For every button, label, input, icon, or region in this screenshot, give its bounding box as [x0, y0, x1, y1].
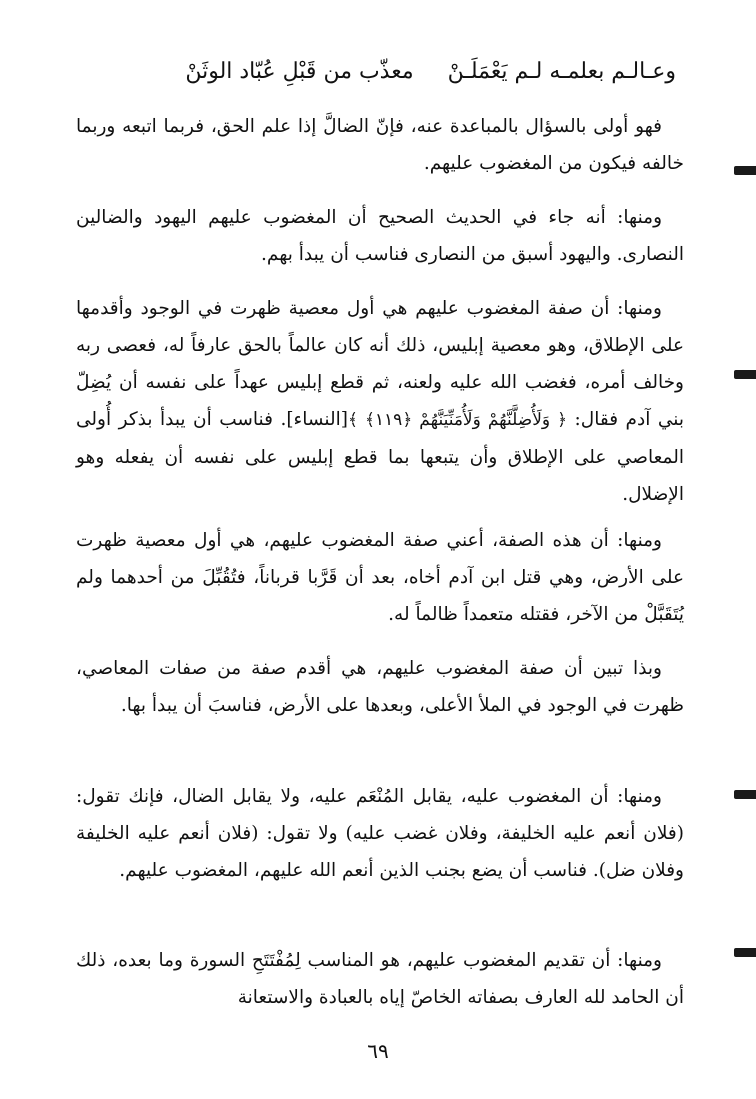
- paragraph-3-body: ومنها: أن صفة المغضوب عليهم هي أول معصية ظهرت في الوجود وأقدمها على الإطلاق، وهو معصية إبليس، ذلك أنه كان عالماً بالحق عارفاً له، فعصى ربه وخالف أمره، فغضب الله عليه ولعنه، ثم قطع إبليس عهداً على نفسه أن يُضِلّ بني آدم فقال:: [76, 298, 685, 430]
- paragraph-text: ومنها: أنه جاء في الحديث الصحيح أن المغضوب عليهم اليهود والضالين النصارى. واليهود أسبق من النصارى فناسب أن يبدأ بهم.: [76, 207, 684, 265]
- quran-reference: [النساء]: [286, 409, 348, 430]
- paragraph-6: [76, 778, 684, 889]
- quran-quote: ﴿ وَلَأُضِلَّنَّهُمْ وَلَأُمَنِّيَنَّهُمْ ﴿١١٩﴾ ﴾: [347, 410, 568, 430]
- verse-hemistich-second: معذّب من قَبْلِ عُبّاد الوثَنْ: [185, 59, 414, 84]
- paragraph-text: ومنها: أن صفة المغضوب عليهم هي أول معصية ظهرت في الوجود وأقدمها على الإطلاق، وهو معصية إبليس، ذلك أنه كان عالماً بالحق عارفاً له، فعصى ربه وخالف أمره، فغضب الله عليه ولعنه، ثم قطع إبليس عهداً على نفسه أن يُضِلّ بني آدم فقال: ﴿ وَلَأُضِلَّنَّهُمْ وَلَأُمَنِّيَنَّهُمْ ﴿١١٩﴾ ﴾[النساء]. فناسب أن يبدأ بذكر أُولى المعاصي على الإطلاق وأن يتبعها بما قطع إبليس على نفسه أن يفعله وهو الإضلال.: [76, 298, 685, 505]
- paragraph-2: [76, 199, 684, 273]
- paragraph-text: وبذا تبين أن صفة المغضوب عليهم، هي أقدم صفة من صفات المعاصي، ظهرت في الوجود في الملأ الأعلى، وبعدها على الأرض، فناسبَ أن يبدأ بها.: [76, 658, 684, 716]
- margin-marker: [734, 948, 756, 957]
- paragraph-3-tail: فناسب أن يبدأ بذكر أُولى المعاصي على الإطلاق وأن يتبعها بما قطع إبليس على نفسه أن يفعله وهو الإضلال.: [76, 409, 684, 505]
- margin-marker: [734, 790, 756, 799]
- verse-hemistich-first: وعـالـم بعلمـه لـم يَعْمَلَـنْ: [447, 59, 676, 84]
- page-number: ٦٩: [367, 1039, 389, 1063]
- paragraph-4: [76, 522, 684, 633]
- paragraph-text: ومنها: أن تقديم المغضوب عليهم، هو المناسب لِمُفْتَتَحِ السورة وما بعده، ذلك أن الحامد لله العارف بصفاته الخاصّ إياه بالعبادة والاستعانة: [76, 950, 684, 1008]
- paragraph-text: فهو أولى بالسؤال بالمباعدة عنه، فإنّ الضالَّ إذا علم الحق، فربما اتبعه وربما خالفه فيكون من المغضوب عليهم.: [76, 116, 684, 174]
- paragraph-text: ومنها: أن هذه الصفة، أعني صفة المغضوب عليهم، هي أول معصية ظهرت على الأرض، وهي قتل ابن آدم أخاه، بعد أن قَرَّبا قرباناً، فتُقُبِّلَ من أحدهما ولم يُتَقَبَّلْ من الآخر، فقتله متعمداً ظالماً له.: [76, 530, 684, 625]
- margin-marker: [734, 370, 756, 379]
- paragraph-7: [76, 942, 684, 1016]
- margin-marker: [734, 166, 756, 175]
- paragraph-5: [76, 650, 684, 724]
- paragraph-1: [76, 108, 684, 182]
- paragraph-text: ومنها: أن المغضوب عليه، يقابل المُنْعَم عليه، ولا يقابل الضال، فإنك تقول: (فلان أنعم عليه الخليفة، وفلان غضب عليه) ولا تقول: (فلان أنعم عليه الخليفة وفلان ضل). فناسب أن يضع بجنب الذين أنعم الله عليهم، المغضوب عليهم.: [76, 786, 684, 881]
- poetry-verse: [96, 52, 676, 92]
- paragraph-3: [76, 290, 684, 513]
